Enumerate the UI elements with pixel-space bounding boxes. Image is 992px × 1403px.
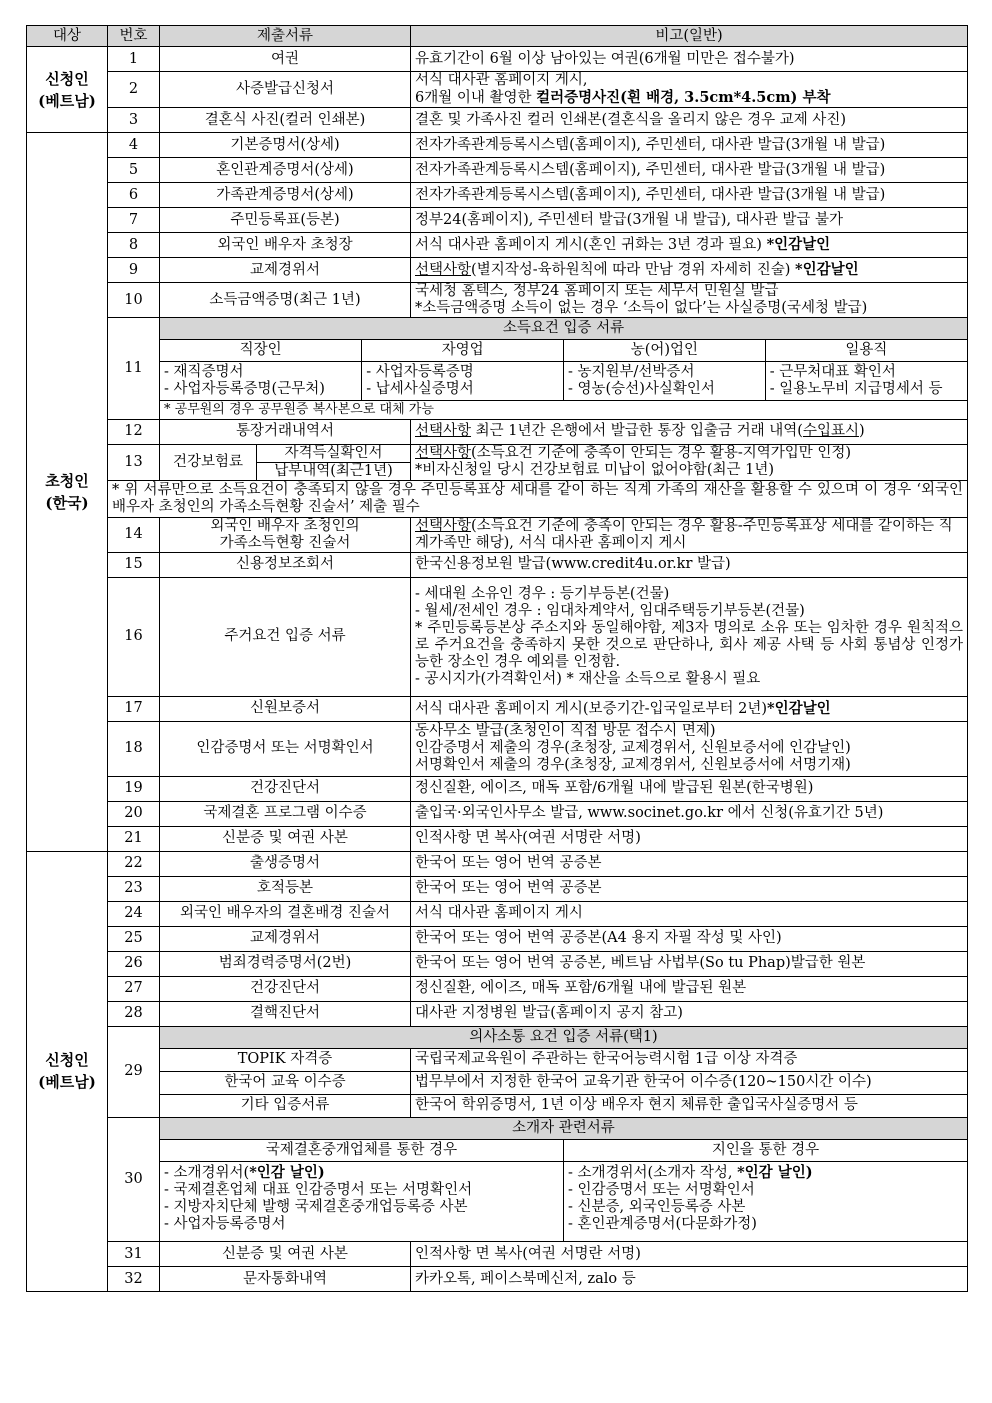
table-row <box>27 721 968 776</box>
header-number: 번호 <box>108 26 160 47</box>
table-row <box>27 552 968 577</box>
remark: 한국어 학위증명서, 1년 이상 배우자 현지 체류한 출입국사실증명서 등 <box>411 1094 968 1117</box>
row-number: 12 <box>108 419 160 444</box>
row-number: 2 <box>108 72 160 108</box>
income-employee-docs <box>160 362 362 400</box>
remark: 한국어 또는 영어 번역 공증본, 베트남 사법부(So tu Phap)발급한 원본 <box>411 951 968 976</box>
optional-tag: 선택사항 <box>415 262 472 278</box>
table-row <box>27 801 968 826</box>
table-row <box>27 517 968 552</box>
row-number: 21 <box>108 826 160 851</box>
document-name: 결핵진단서 <box>160 1001 411 1026</box>
introducer-columns-container <box>160 1139 968 1242</box>
row-number: 18 <box>108 721 160 776</box>
group-label: 신청인 <box>45 69 89 88</box>
group-label: 신청인 <box>45 1051 89 1070</box>
list-item: - 신분증, 외국인등록증 사본 <box>568 1198 746 1215</box>
via-agency-docs <box>160 1161 564 1241</box>
remark-text: 서식 대사관 홈페이지 게시(혼인 귀화는 3년 경과 필요) <box>415 237 767 253</box>
row-number: 14 <box>108 517 160 552</box>
document-name: 주민등록표(등본) <box>160 208 411 233</box>
remark-line: - 공시지가(가격확인서) * 재산을 소득으로 활용시 필요 <box>415 670 761 687</box>
table-row <box>27 108 968 133</box>
list-item: - 인감증명서 또는 서명확인서 <box>568 1181 755 1198</box>
remark-text: (별지작성-육하원칙에 따라 만남 경위 자세히 진술) <box>471 262 796 278</box>
remark-line: * 주민등록등본상 주소지와 동일해야함, 제3자 명의로 소유 또는 임차한 경우 원칙적으로 주거요건을 충족하지 못한 것으로 판단하나, 회사 제공 사택 등 사회 통념상 인정가능한 장소인 경우 예외를 인정함. <box>415 619 963 670</box>
document-name: 신분증 및 여권 사본 <box>160 1242 411 1267</box>
group-applicant-vn-2 <box>27 851 108 1292</box>
document-name: 교제경위서 <box>160 258 411 283</box>
remark <box>411 696 968 721</box>
income-mark-tag: 수입표시 <box>802 423 859 439</box>
table-row <box>27 976 968 1001</box>
list-item: - 농지원부/선박증서 <box>568 363 695 380</box>
document-name <box>160 517 411 552</box>
remark-text: 최근 1년간 은행에서 발급한 통장 입출금 거래 내역( <box>471 423 803 439</box>
introducer-docs-title: 소개자 관련서류 <box>160 1117 968 1139</box>
table-row <box>27 233 968 258</box>
seal-required: *인감 날인) <box>249 1163 325 1181</box>
table-row <box>27 696 968 721</box>
remark: 전자가족관계등록시스템(홈페이지), 주민센터, 대사관 발급(3개월 내 발급) <box>411 183 968 208</box>
document-name: 범죄경력증명서(2번) <box>160 951 411 976</box>
row-number: 16 <box>108 577 160 696</box>
document-line: 가족소득현황 진술서 <box>219 534 351 551</box>
remark-line: - 세대원 소유인 경우 : 등기부등본(건물) <box>415 585 670 602</box>
group-inviter-kr <box>27 133 108 852</box>
remark-line <box>415 89 963 107</box>
income-col-farmer: 농(어)업인 <box>564 340 766 362</box>
remark: 법무부에서 지정한 한국어 교육기관 한국어 이수증(120~150시간 이수) <box>411 1071 968 1094</box>
income-notice: * 위 서류만으로 소득요건이 충족되지 않을 경우 주민등록표상 세대를 같이 하는 직계 가족의 재산을 활용할 수 있으며 이 경우 ‘외국인 배우자 초청인의 가족소득현황 진술서’ 제출 필수 <box>108 480 968 517</box>
list-item <box>568 1164 963 1182</box>
via-acquaintance-docs <box>564 1161 968 1241</box>
remark-bold: 컬러증명사진(흰 배경, 3.5cm*4.5cm) 부착 <box>536 89 831 106</box>
income-columns-container <box>160 340 968 401</box>
table-row <box>27 72 968 108</box>
remark: 결혼 및 가족사진 컬러 인쇄본(결혼식을 올리지 않은 경우 교제 사진) <box>411 108 968 133</box>
document-name: 통장거래내역서 <box>160 419 411 444</box>
table-row <box>27 444 968 462</box>
group-sublabel: (한국) <box>45 493 89 512</box>
table-row <box>27 133 968 158</box>
income-col-daylabor: 일용직 <box>765 340 967 362</box>
table-header-row <box>27 26 968 47</box>
introducer-columns <box>160 1140 967 1242</box>
document-name: 출생증명서 <box>160 851 411 876</box>
document-name: 외국인 배우자의 결혼배경 진술서 <box>160 901 411 926</box>
table-row <box>27 158 968 183</box>
row-number: 9 <box>108 258 160 283</box>
remark-line: 동사무소 발급(초청인이 직접 방문 접수시 면제) <box>415 723 716 739</box>
list-item: - 납세사실증명서 <box>366 380 474 397</box>
remark: 인적사항 면 복사(여권 서명란 서명) <box>411 826 968 851</box>
remark: 서식 대사관 홈페이지 게시 <box>411 901 968 926</box>
document-name: 문자통화내역 <box>160 1267 411 1292</box>
table-row <box>27 1117 968 1139</box>
remark: 전자가족관계등록시스템(홈페이지), 주민센터, 대사관 발급(3개월 내 발급) <box>411 133 968 158</box>
seal-required: *인감 날인) <box>737 1163 813 1181</box>
optional-tag: 선택사항 <box>415 423 472 439</box>
required-documents-table <box>26 25 968 1292</box>
list-text: - 소개경위서( <box>164 1164 250 1181</box>
remark-line: *비자신청일 당시 건강보험료 미납이 없어야함(최근 1년) <box>415 462 774 478</box>
table-row <box>27 47 968 72</box>
table-row <box>27 951 968 976</box>
remark-line: - 월세/전세인 경우 : 임대차계약서, 임대주택등기부등본(건물) <box>415 602 805 619</box>
document-name: 소득금액증명(최근 1년) <box>160 283 411 318</box>
list-item: - 사업자등록증명(근무처) <box>164 380 325 397</box>
income-farmer-docs <box>564 362 766 400</box>
remark <box>411 258 968 283</box>
document-name: 신분증 및 여권 사본 <box>160 826 411 851</box>
document-name: 건강진단서 <box>160 776 411 801</box>
remark: 출입국·외국인사무소 발급, www.socinet.go.kr 에서 신청(유효기간 5년) <box>411 801 968 826</box>
row-number: 28 <box>108 1001 160 1026</box>
table-row <box>27 208 968 233</box>
row-number: 17 <box>108 696 160 721</box>
table-row <box>27 183 968 208</box>
table-row <box>27 1048 968 1071</box>
table-row <box>27 901 968 926</box>
remark-line: *소득금액증명 소득이 없는 경우 ‘소득이 없다’는 사실증명(국세청 발급) <box>415 300 868 316</box>
document-name: 여권 <box>160 47 411 72</box>
via-acquaintance-title: 지인을 통한 경우 <box>564 1140 968 1162</box>
document-name: 건강진단서 <box>160 976 411 1001</box>
table-row <box>27 577 968 696</box>
document-name: 국제결혼 프로그램 이수증 <box>160 801 411 826</box>
header-target: 대상 <box>27 26 108 47</box>
header-remarks: 비고(일반) <box>411 26 968 47</box>
table-row <box>27 318 968 340</box>
table-row <box>27 1139 968 1242</box>
list-text: - 소개경위서(소개자 작성, <box>568 1164 738 1181</box>
row-number: 11 <box>108 318 160 420</box>
table-row <box>27 419 968 444</box>
list-item: - 혼인관계증명서(다문화가정) <box>568 1215 757 1232</box>
group-sublabel: (베트남) <box>38 1073 96 1092</box>
row-number: 19 <box>108 776 160 801</box>
document-name: 신용정보조회서 <box>160 552 411 577</box>
document-name: 외국인 배우자 초청장 <box>160 233 411 258</box>
document-name: 교제경위서 <box>160 926 411 951</box>
remark <box>411 444 968 480</box>
income-footnote: * 공무원의 경우 공무원증 복사본으로 대체 가능 <box>160 400 968 419</box>
document-subname: 자격득실확인서 <box>257 444 411 462</box>
group-sublabel: (베트남) <box>38 91 96 110</box>
income-daylabor-docs <box>765 362 967 400</box>
remark-line: 인감증명서 제출의 경우(초청장, 교제경위서, 신원보증서에 인감날인) <box>415 740 851 756</box>
income-col-employee: 직장인 <box>160 340 362 362</box>
remark <box>411 577 968 696</box>
income-col-selfemployed: 자영업 <box>362 340 564 362</box>
income-docs-title: 소득요건 입증 서류 <box>160 318 968 340</box>
table-row <box>27 926 968 951</box>
remark <box>411 419 968 444</box>
document-name: 결혼식 사진(컬러 인쇄본) <box>160 108 411 133</box>
remark-text: ) <box>858 423 865 439</box>
list-item: - 사업자등록증명 <box>366 363 474 380</box>
row-number: 6 <box>108 183 160 208</box>
document-name: 혼인관계증명서(상세) <box>160 158 411 183</box>
row-number: 1 <box>108 47 160 72</box>
via-agency-title: 국제결혼중개업체를 통한 경우 <box>160 1140 564 1162</box>
row-number: 8 <box>108 233 160 258</box>
header-documents: 제출서류 <box>160 26 411 47</box>
row-number: 32 <box>108 1267 160 1292</box>
row-number: 15 <box>108 552 160 577</box>
document-line: 외국인 배우자 초청인의 <box>210 517 360 534</box>
remark <box>411 721 968 776</box>
row-number: 13 <box>108 444 160 480</box>
row-number: 30 <box>108 1117 160 1242</box>
remark: 정신질환, 에이즈, 매독 포함/6개월 내에 발급된 원본(한국병원) <box>411 776 968 801</box>
document-name: 인감증명서 또는 서명확인서 <box>160 721 411 776</box>
list-item: - 일용노무비 지급명세서 등 <box>769 380 943 397</box>
seal-required: *인감날인 <box>766 236 831 253</box>
document-name: 신원보증서 <box>160 696 411 721</box>
document-name: 사증발급신청서 <box>160 72 411 108</box>
remark-text: 6개월 이내 촬영한 <box>415 90 537 106</box>
remark: 국립국제교육원이 주관하는 한국어능력시험 1급 이상 자격증 <box>411 1048 968 1071</box>
table-row <box>27 400 968 419</box>
list-item: - 영농(승선)사실확인서 <box>568 380 715 397</box>
seal-required: *인감날인 <box>767 699 831 717</box>
income-columns <box>160 340 967 400</box>
row-number: 26 <box>108 951 160 976</box>
remark: 정부24(홈페이지), 주민센터 발급(3개월 내 발급), 대사관 발급 불가 <box>411 208 968 233</box>
document-name: 기본증명서(상세) <box>160 133 411 158</box>
group-applicant-vn <box>27 47 108 133</box>
table-row <box>27 1242 968 1267</box>
remark: 전자가족관계등록시스템(홈페이지), 주민센터, 대사관 발급(3개월 내 발급) <box>411 158 968 183</box>
row-number: 4 <box>108 133 160 158</box>
group-label: 초청인 <box>45 471 89 490</box>
table-row <box>27 1094 968 1117</box>
document-name: 한국어 교육 이수증 <box>160 1071 411 1094</box>
table-row <box>27 1001 968 1026</box>
table-row <box>27 258 968 283</box>
row-number: 10 <box>108 283 160 318</box>
seal-required: *인감날인 <box>795 261 859 278</box>
document-name: 가족관계증명서(상세) <box>160 183 411 208</box>
row-number: 23 <box>108 876 160 901</box>
optional-tag: 선택사항 <box>415 517 472 534</box>
document-subname: 납부내역(최근1년) <box>257 462 411 480</box>
list-item <box>164 1164 559 1182</box>
table-row <box>27 876 968 901</box>
remark: 한국신용정보원 발급(www.credit4u.or.kr 발급) <box>411 552 968 577</box>
document-page <box>26 25 967 1292</box>
remark <box>411 72 968 108</box>
remark-line: 국세청 홈텍스, 정부24 홈페이지 또는 세무서 민원실 발급 <box>415 283 779 299</box>
document-name: TOPIK 자격증 <box>160 1048 411 1071</box>
remark: 카카오톡, 페이스북메신저, zalo 등 <box>411 1267 968 1292</box>
remark-line <box>415 445 963 462</box>
list-item: - 근무처대표 확인서 <box>769 363 896 380</box>
table-row <box>27 851 968 876</box>
table-row <box>27 480 968 517</box>
row-number: 27 <box>108 976 160 1001</box>
list-item: - 지방자치단체 발행 국제결혼중개업등록증 사본 <box>164 1198 468 1215</box>
remark-text: 서식 대사관 홈페이지 게시(보증기간-입국일로부터 2년) <box>415 700 768 717</box>
document-name: 기타 입증서류 <box>160 1094 411 1117</box>
table-row <box>27 1026 968 1048</box>
optional-tag: 선택사항 <box>415 445 472 461</box>
list-item: - 재직증명서 <box>164 363 244 380</box>
table-row <box>27 340 968 401</box>
remark-text: (소득요건 기준에 충족이 안되는 경우 활용-주민등록표상 세대를 같이하는 직계가족만 해당), 서식 대사관 홈페이지 게시 <box>415 517 953 551</box>
remark: 한국어 또는 영어 번역 공증본 <box>411 851 968 876</box>
document-name: 호적등본 <box>160 876 411 901</box>
document-name: 주거요건 입증 서류 <box>160 577 411 696</box>
table-row <box>27 1071 968 1094</box>
remark: 대사관 지정병원 발급(홈페이지 공지 참고) <box>411 1001 968 1026</box>
remark-text: (소득요건 기준에 충족이 안되는 경우 활용-지역가입만 인정) <box>471 445 852 461</box>
row-number: 20 <box>108 801 160 826</box>
row-number: 24 <box>108 901 160 926</box>
row-number: 29 <box>108 1026 160 1117</box>
remark: 인적사항 면 복사(여권 서명란 서명) <box>411 1242 968 1267</box>
row-number: 25 <box>108 926 160 951</box>
list-item: - 사업자등록증명서 <box>164 1215 286 1232</box>
row-number: 31 <box>108 1242 160 1267</box>
table-row <box>27 776 968 801</box>
row-number: 3 <box>108 108 160 133</box>
remark <box>411 233 968 258</box>
remark: 정신질환, 에이즈, 매독 포함/6개월 내에 발급된 원본 <box>411 976 968 1001</box>
table-row <box>27 826 968 851</box>
remark <box>411 283 968 318</box>
income-selfemployed-docs <box>362 362 564 400</box>
document-name: 건강보험료 <box>160 444 257 480</box>
remark-line: 서식 대사관 홈페이지 게시, <box>415 72 588 88</box>
list-item: - 국제결혼업체 대표 인감증명서 또는 서명확인서 <box>164 1181 473 1198</box>
remark: 한국어 또는 영어 번역 공증본 <box>411 876 968 901</box>
table-row <box>27 1267 968 1292</box>
remark: 유효기간이 6월 이상 남아있는 여권(6개월 미만은 접수불가) <box>411 47 968 72</box>
communication-docs-title: 의사소통 요건 입증 서류(택1) <box>160 1026 968 1048</box>
row-number: 22 <box>108 851 160 876</box>
remark-line: 서명확인서 제출의 경우(초청장, 교제경위서, 신원보증서에 서명기재) <box>415 757 851 773</box>
remark <box>411 517 968 552</box>
table-row <box>27 283 968 318</box>
row-number: 5 <box>108 158 160 183</box>
row-number: 7 <box>108 208 160 233</box>
remark: 한국어 또는 영어 번역 공증본(A4 용지 자필 작성 및 사인) <box>411 926 968 951</box>
